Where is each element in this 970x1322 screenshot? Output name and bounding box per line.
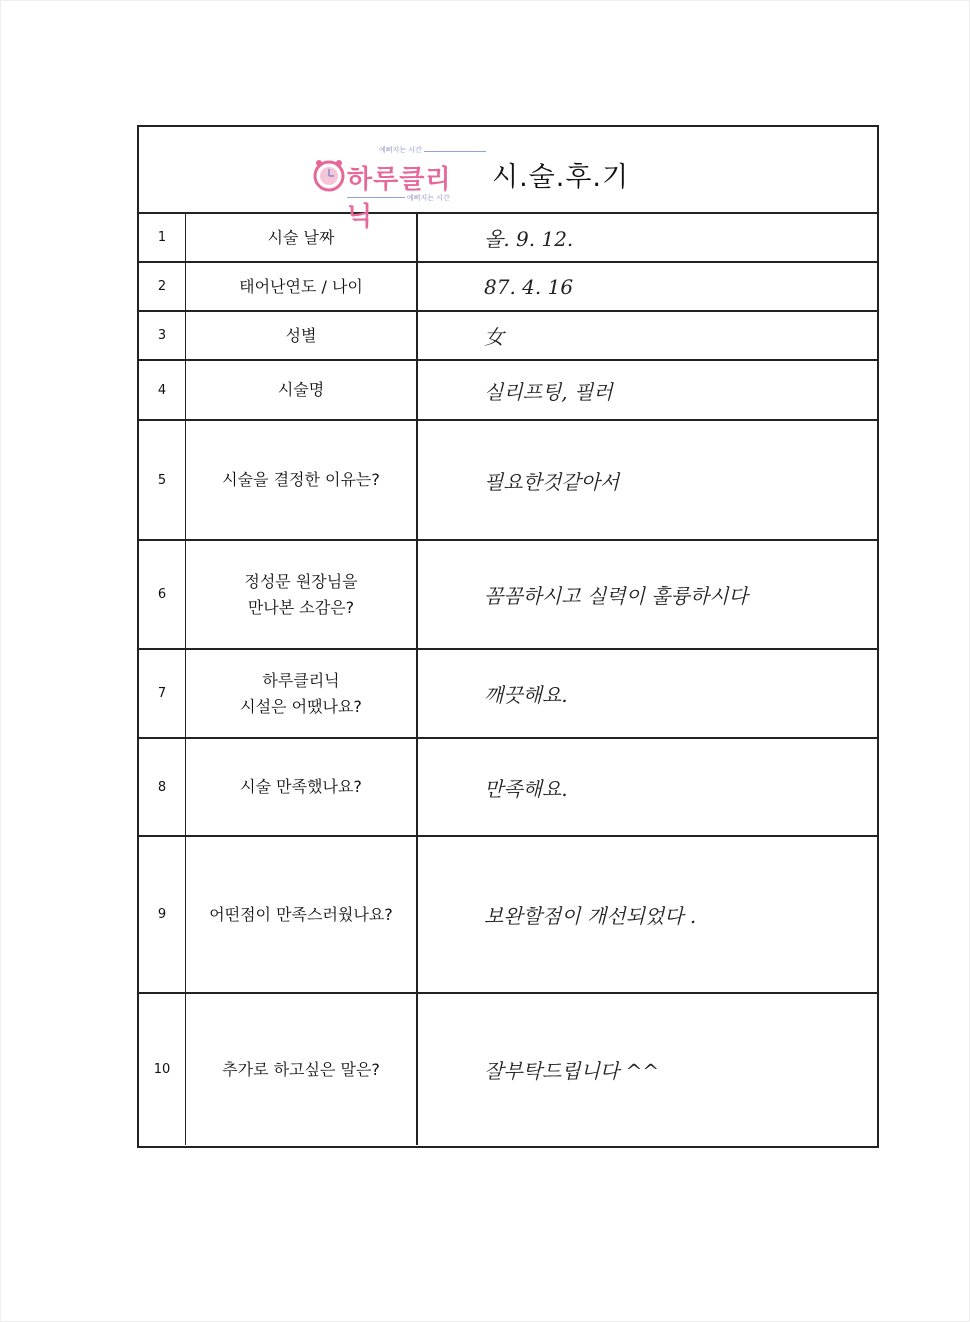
question-label: 추가로 하고싶은 말은? <box>186 994 418 1145</box>
form-title: 시.술.후.기 <box>492 162 630 193</box>
row-number: 10 <box>139 994 186 1145</box>
handwritten-answer: 실리프팅, 필러 <box>484 379 613 404</box>
question-label: 시술 만족했나요? <box>186 739 418 835</box>
handwritten-answer: 필요한것같아서 <box>484 469 620 494</box>
question-label: 시술명 <box>186 361 418 419</box>
handwritten-answer: 잘부탁드립니다 ^^ <box>484 1059 660 1083</box>
question-label: 하루클리닉 시설은 어땠나요? <box>186 650 418 737</box>
row-number: 5 <box>139 421 186 539</box>
question-label: 시술 날짜 <box>186 214 418 261</box>
form-row <box>139 361 877 421</box>
clinic-logo <box>309 141 469 232</box>
row-number: 6 <box>139 541 186 648</box>
form-row <box>139 837 877 994</box>
logo-divider <box>424 151 486 152</box>
form-row <box>139 263 877 312</box>
handwritten-answer: 보완할점이 개선되었다 . <box>484 904 697 928</box>
form-row <box>139 421 877 541</box>
question-label: 태어난연도 / 나이 <box>186 263 418 310</box>
row-number: 2 <box>139 263 186 310</box>
form-row <box>139 214 877 263</box>
clock-icon <box>311 157 347 193</box>
form-row <box>139 650 877 739</box>
row-number: 9 <box>139 837 186 992</box>
question-label: 시술을 결정한 이유는? <box>186 421 418 539</box>
row-number: 1 <box>139 214 186 261</box>
logo-name: 하루클리닉 <box>347 165 452 232</box>
logo-divider <box>347 197 405 198</box>
handwritten-answer: 女 <box>484 325 504 349</box>
handwritten-answer: 꼼꼼하시고 실력이 훌륭하시다 <box>484 584 748 608</box>
question-label: 성별 <box>186 312 418 359</box>
form-header <box>139 127 877 232</box>
logo-slogan-bottom: 예뻐지는 시간 <box>407 194 450 202</box>
form-row <box>139 312 877 361</box>
question-label: 정성문 원장님을 만나본 소감은? <box>186 541 418 648</box>
form-row <box>139 739 877 837</box>
handwritten-answer: 만족해요. <box>484 776 568 801</box>
row-number: 4 <box>139 361 186 419</box>
row-number: 3 <box>139 312 186 359</box>
review-form <box>137 125 879 1148</box>
row-number: 7 <box>139 650 186 737</box>
form-row <box>139 541 877 650</box>
handwritten-answer: 깨끗해요. <box>484 683 568 707</box>
handwritten-answer: 87. 4. 16 <box>484 274 574 299</box>
question-label: 어떤점이 만족스러웠나요? <box>186 837 418 992</box>
form-table <box>139 214 877 1145</box>
handwritten-answer: 올. 9. 12. <box>484 227 574 251</box>
row-number: 8 <box>139 739 186 835</box>
form-row <box>139 994 877 1145</box>
logo-slogan-top: 예뻐지는 시간 <box>379 146 422 154</box>
